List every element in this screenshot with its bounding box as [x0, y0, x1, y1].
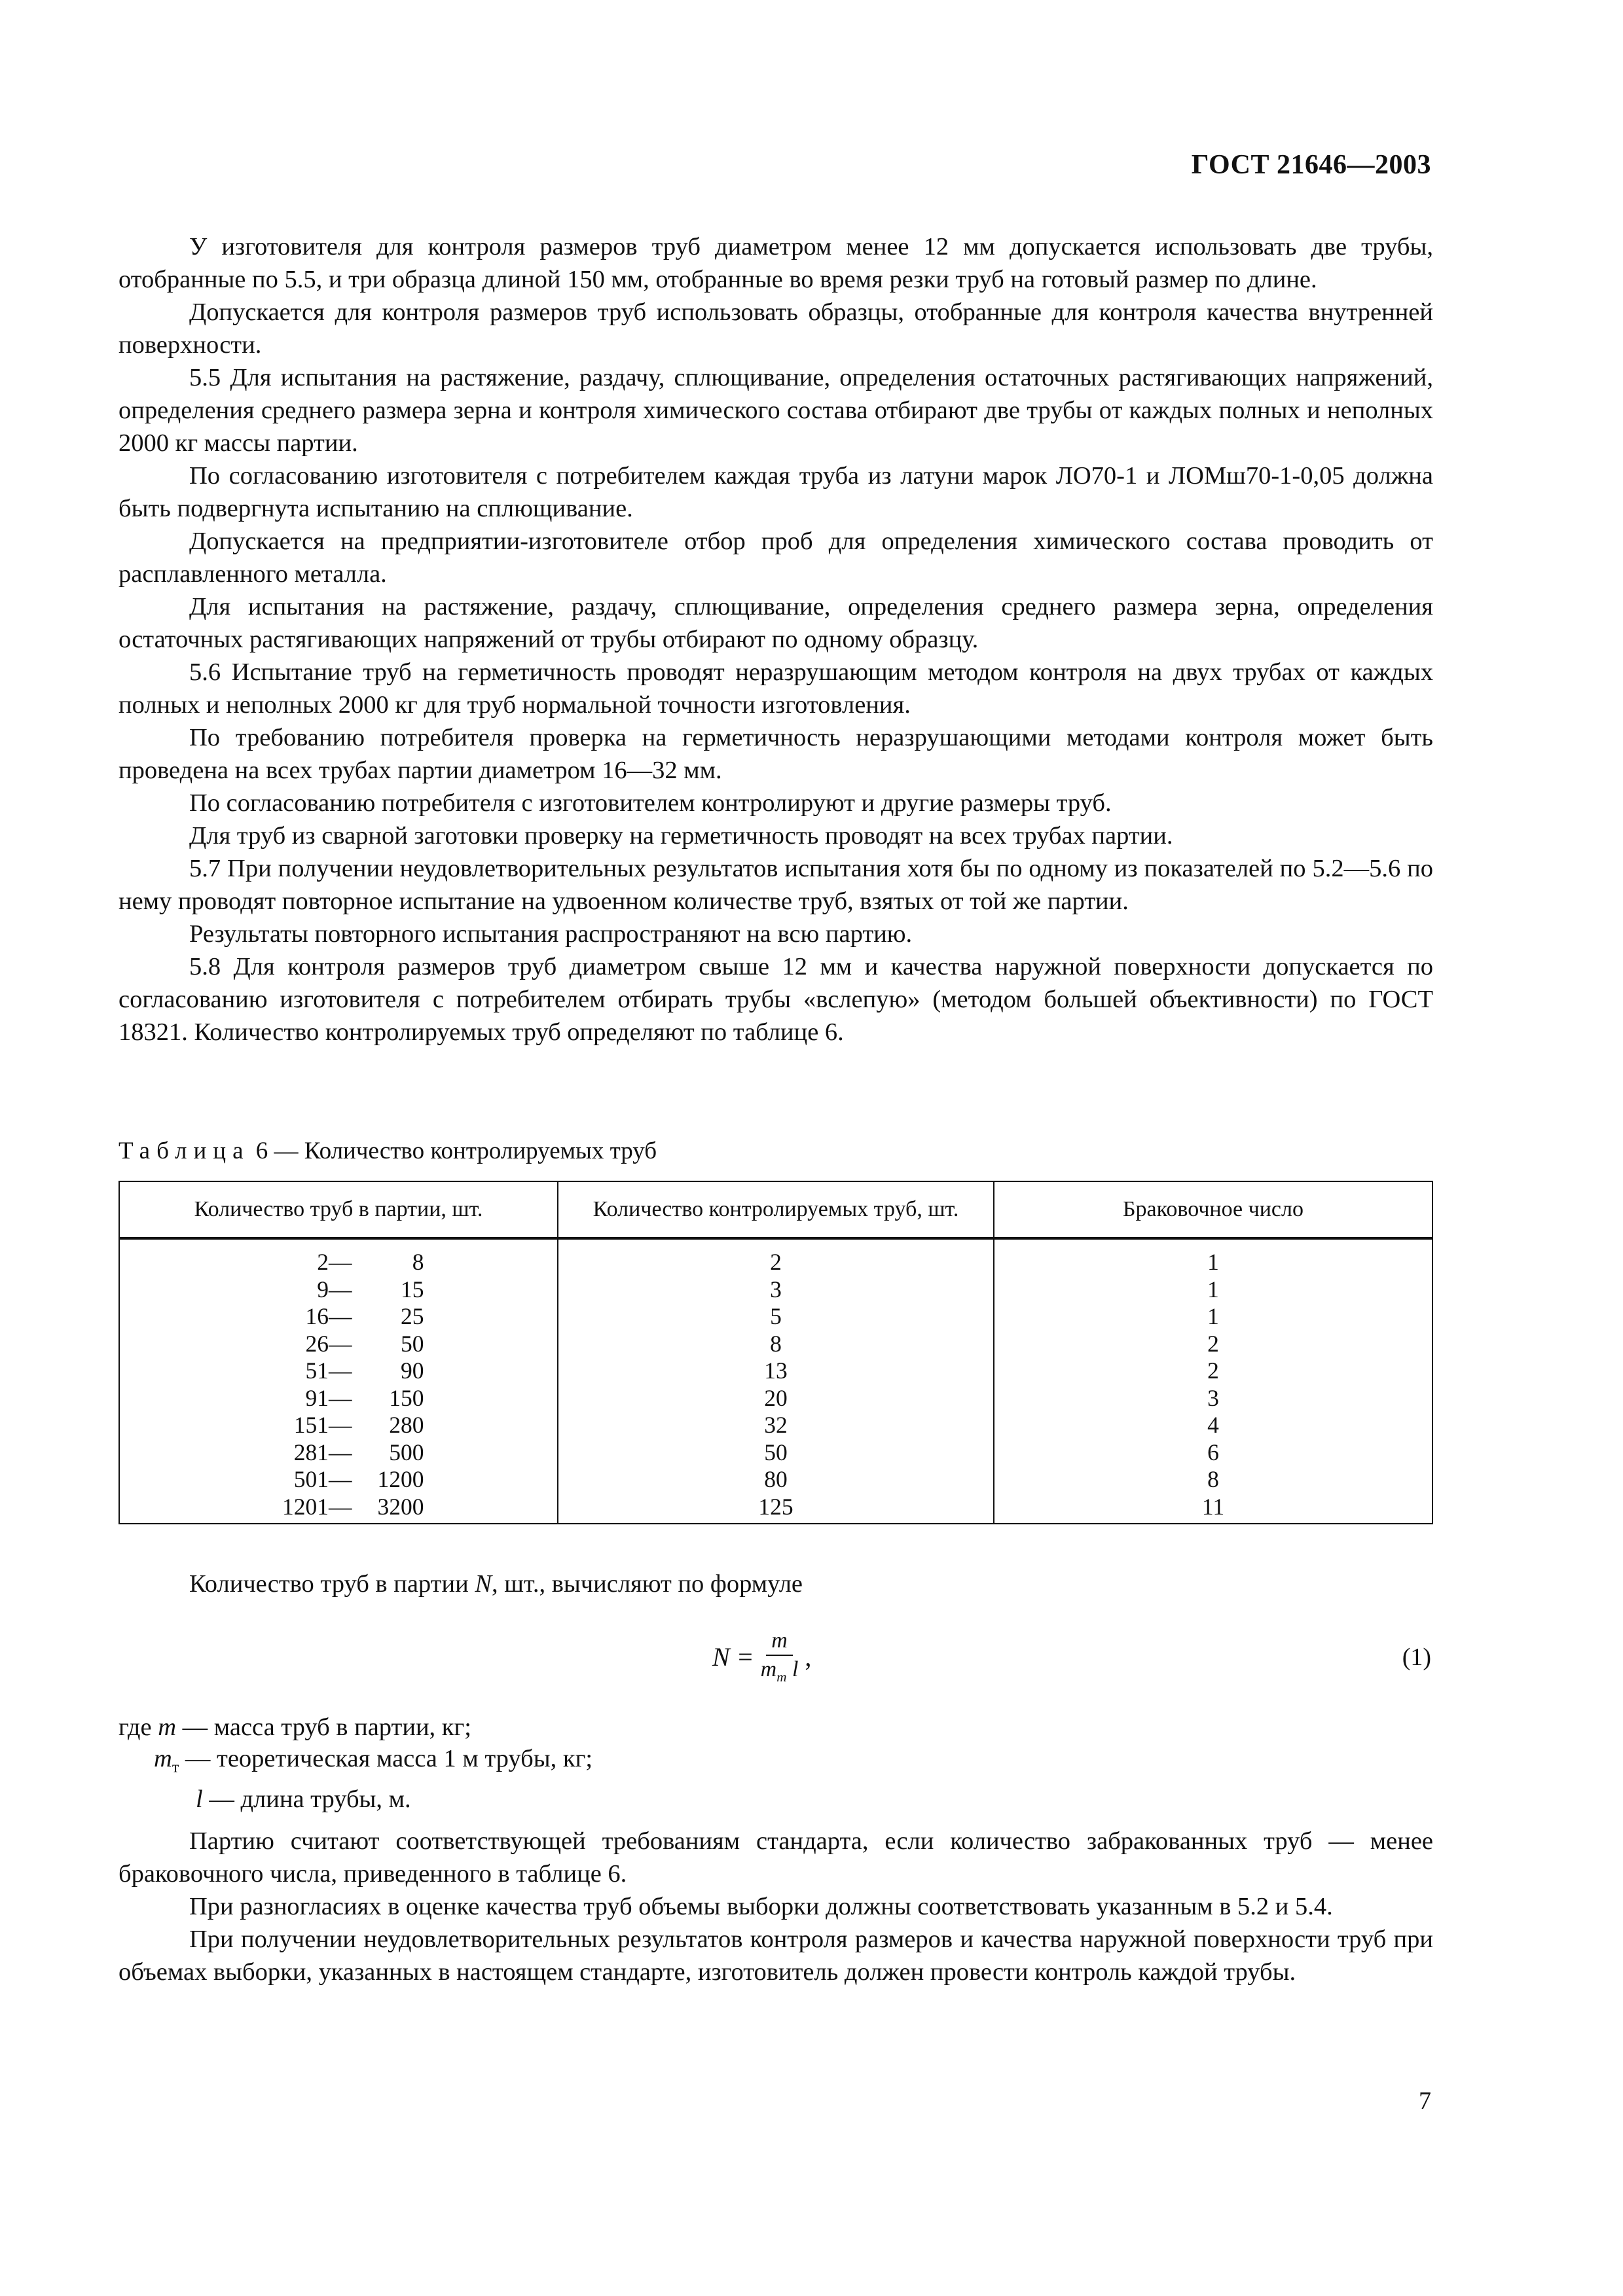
range-from: 1201 [282, 1493, 329, 1520]
formula-intro-variable: N [475, 1570, 492, 1598]
cell-inspected-count: 32 [558, 1412, 994, 1439]
cell-inspected-count: 125 [558, 1494, 994, 1524]
range-from: 91 [305, 1384, 329, 1411]
cell-batch-size [119, 1494, 558, 1524]
range-to: 25 [401, 1303, 424, 1329]
cell-reject-number: 4 [994, 1412, 1432, 1439]
paragraph: Для труб из сварной заготовки проверку на герметичность проводят на всех трубах партии. [189, 822, 1173, 850]
formula-fraction [761, 1628, 799, 1685]
cell-inspected-count: 80 [558, 1466, 994, 1494]
table-row [119, 1385, 1432, 1412]
batch-range [270, 1330, 424, 1358]
table-row [119, 1276, 1432, 1304]
range-dash: — [329, 1493, 352, 1520]
legend-text: — масса труб в партии, кг; [176, 1713, 472, 1741]
formula-lhs: N = [712, 1641, 754, 1672]
batch-range [270, 1276, 424, 1304]
cell-batch-size [119, 1303, 558, 1331]
formula-intro-text-end: , шт., вычисляют по формуле [492, 1570, 803, 1598]
table-header-row [119, 1181, 1432, 1238]
range-from: 9 [317, 1276, 329, 1302]
range-to: 8 [412, 1249, 424, 1275]
paragraph: Допускается для контроля размеров труб использовать образцы, отобранные для контроля качества внутренней поверхности. [119, 298, 1433, 359]
table-row [119, 1439, 1432, 1467]
formula-numerator: m [766, 1628, 793, 1656]
paragraph: У изготовителя для контроля размеров труб диаметром менее 12 мм допускается использовать две трубы, отобранные по 5.5, и три образца длиной 150 мм, отобранные во время резки труб на готовый размер по длине. [119, 233, 1433, 293]
range-dash: — [329, 1439, 352, 1465]
paragraph: 5.6 Испытание труб на герметичность проводят неразрушающим методом контроля на двух трубах от каждых полных и неполных 2000 кг для труб нормальной точности изготовления. [119, 658, 1433, 719]
legend-item [119, 1712, 593, 1743]
range-to: 1200 [377, 1466, 424, 1492]
paragraph: При разногласиях в оценке качества труб объемы выборки должны соответствовать указанным в 5.2 и 5.4. [189, 1893, 1333, 1920]
legend-prefix: где [119, 1713, 158, 1741]
cell-batch-size [119, 1238, 558, 1276]
batch-range [270, 1412, 424, 1439]
formula-intro [189, 1570, 803, 1598]
paragraph: По требованию потребителя проверка на герметичность неразрушающими методами контроля может быть проведена на всех трубах партии диаметром 16—32 мм. [119, 724, 1433, 784]
range-to: 50 [401, 1330, 424, 1357]
column-header-inspected-count: Количество контролируемых труб, шт. [558, 1181, 994, 1238]
body-text-top [119, 230, 1433, 1049]
table-caption [119, 1137, 657, 1165]
paragraph: 5.8 Для контроля размеров труб диаметром свыше 12 мм и качества наружной поверхности допускается по согласованию изготовителя с потребителем отбирать трубы «вслепую» (методом большей объективности) по ГОСТ 18321. Количество контролируемых труб определяют по таблице 6. [119, 953, 1433, 1046]
legend-variable: m [158, 1713, 176, 1741]
cell-inspected-count: 13 [558, 1357, 994, 1385]
range-to: 3200 [377, 1493, 424, 1520]
table-row [119, 1357, 1432, 1385]
column-header-reject-number: Браковочное число [994, 1181, 1432, 1238]
cell-reject-number: 1 [994, 1276, 1432, 1304]
range-from: 501 [293, 1466, 329, 1492]
cell-inspected-count: 5 [558, 1303, 994, 1331]
range-dash: — [329, 1276, 352, 1302]
table-row [119, 1331, 1432, 1358]
paragraph: Партию считают соответствующей требованиям стандарта, если количество забракованных труб — менее браковочного числа, приведенного в таблице 6. [119, 1827, 1433, 1888]
cell-reject-number: 1 [994, 1303, 1432, 1331]
range-dash: — [329, 1412, 352, 1438]
legend-text: — длина трубы, м. [202, 1785, 411, 1813]
table-row [119, 1412, 1432, 1439]
legend-subscript: т [172, 1759, 179, 1776]
document-code: ГОСТ 21646—2003 [1191, 150, 1431, 180]
formula-trailing-comma: , [805, 1641, 812, 1672]
formula-denominator [761, 1656, 799, 1685]
range-to: 15 [401, 1276, 424, 1302]
cell-batch-size [119, 1331, 558, 1358]
range-dash: — [329, 1384, 352, 1411]
legend-variable: m [154, 1745, 172, 1772]
range-dash: — [329, 1303, 352, 1329]
cell-batch-size [119, 1466, 558, 1494]
cell-reject-number: 1 [994, 1238, 1432, 1276]
cell-inspected-count: 8 [558, 1331, 994, 1358]
range-dash: — [329, 1330, 352, 1357]
legend-item [119, 1743, 593, 1784]
range-to: 280 [389, 1412, 424, 1438]
paragraph: Результаты повторного испытания распространяют на всю партию. [189, 920, 913, 948]
range-to: 500 [389, 1439, 424, 1465]
denominator-subscript: т [776, 1668, 787, 1685]
formula-legend [119, 1712, 593, 1815]
range-to: 90 [401, 1357, 424, 1384]
table-body [119, 1238, 1432, 1524]
range-from: 281 [293, 1439, 329, 1465]
batch-range [270, 1493, 424, 1521]
body-text-bottom [119, 1825, 1433, 1988]
batch-range [270, 1466, 424, 1494]
denominator-length: l [792, 1657, 799, 1681]
legend-variable: l [196, 1785, 203, 1813]
cell-inspected-count: 50 [558, 1439, 994, 1467]
range-dash: — [329, 1249, 352, 1275]
cell-reject-number: 11 [994, 1494, 1432, 1524]
page-number: 7 [1419, 2087, 1431, 2115]
cell-batch-size [119, 1357, 558, 1385]
cell-batch-size [119, 1276, 558, 1304]
batch-range [270, 1303, 424, 1331]
legend-text: — теоретическая масса 1 м трубы, кг; [179, 1745, 593, 1772]
legend-item [119, 1784, 593, 1815]
range-dash: — [329, 1357, 352, 1384]
paragraph: По согласованию изготовителя с потребителем каждая труба из латуни марок ЛО70-1 и ЛОМш70-1-0,05 должна быть подвергнута испытанию на сплющивание. [119, 462, 1433, 522]
denominator-variable: m [760, 1657, 777, 1681]
cell-reject-number: 2 [994, 1331, 1432, 1358]
table-caption-word: Таблица [119, 1138, 250, 1164]
equation-number: (1) [1402, 1643, 1431, 1671]
column-header-batch-size: Количество труб в партии, шт. [119, 1181, 558, 1238]
paragraph: При получении неудовлетворительных результатов контроля размеров и качества наружной поверхности труб при объемах выборки, указанных в настоящем стандарте, изготовитель должен провести контроль каждой трубы. [119, 1926, 1433, 1986]
cell-reject-number: 8 [994, 1466, 1432, 1494]
cell-inspected-count: 3 [558, 1276, 994, 1304]
cell-inspected-count: 2 [558, 1238, 994, 1276]
table-row [119, 1303, 1432, 1331]
paragraph: Допускается на предприятии-изготовителе отбор проб для определения химического состава проводить от расплавленного металла. [119, 528, 1433, 588]
range-dash: — [329, 1466, 352, 1492]
batch-range [270, 1439, 424, 1467]
table-row [119, 1238, 1432, 1276]
batch-range [270, 1357, 424, 1385]
cell-batch-size [119, 1439, 558, 1467]
cell-reject-number: 2 [994, 1357, 1432, 1385]
formula-intro-text: Количество труб в партии [189, 1570, 475, 1598]
paragraph: 5.7 При получении неудовлетворительных результатов испытания хотя бы по одному из показателей по 5.2—5.6 по нему проводят повторное испытание на удвоенном количестве труб, взятых от той же партии. [119, 855, 1433, 915]
range-from: 151 [293, 1412, 329, 1438]
range-from: 51 [305, 1357, 329, 1384]
range-from: 26 [305, 1330, 329, 1357]
cell-batch-size [119, 1412, 558, 1439]
paragraph: 5.5 Для испытания на растяжение, раздачу, сплющивание, определения остаточных растягивающих напряжений, определения среднего размера зерна и контроля химического состава отбирают две трубы от каждых полных и неполных 2000 кг массы партии. [119, 364, 1433, 457]
paragraph: Для испытания на растяжение, раздачу, сплющивание, определения среднего размера зерна, определения остаточных растягивающих напряжений от трубы отбирают по одному образцу. [119, 593, 1433, 653]
range-from: 16 [305, 1303, 329, 1329]
table-row [119, 1494, 1432, 1524]
range-from: 2 [317, 1249, 329, 1275]
batch-range [270, 1384, 424, 1412]
formula-1 [712, 1628, 811, 1685]
batch-range [270, 1249, 424, 1276]
table-6 [119, 1181, 1433, 1524]
paragraph: По согласованию потребителя с изготовителем контролируют и другие размеры труб. [189, 789, 1112, 817]
cell-inspected-count: 20 [558, 1385, 994, 1412]
table-caption-title: 6 — Количество контролируемых труб [249, 1138, 657, 1164]
cell-reject-number: 6 [994, 1439, 1432, 1467]
cell-reject-number: 3 [994, 1385, 1432, 1412]
cell-batch-size [119, 1385, 558, 1412]
range-to: 150 [389, 1384, 424, 1411]
table-row [119, 1466, 1432, 1494]
